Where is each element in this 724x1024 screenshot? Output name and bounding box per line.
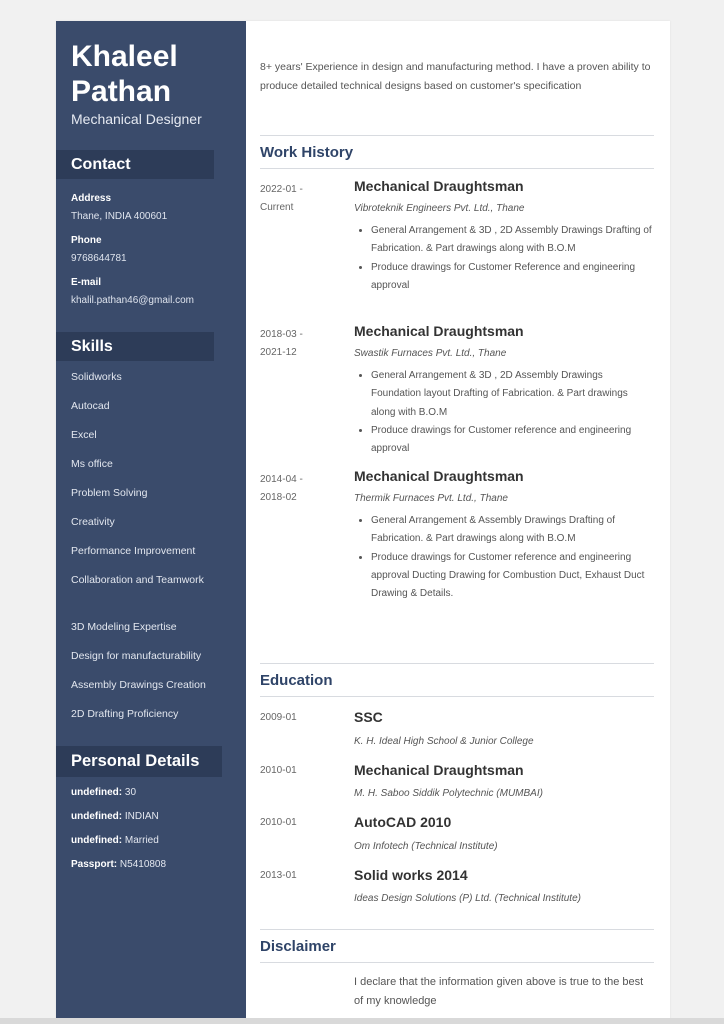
job-date-from: 2018-03 - — [260, 329, 303, 340]
job-bullets — [354, 222, 654, 295]
personal-details-heading: Personal Details — [56, 746, 222, 777]
education-title: SSC — [354, 709, 383, 725]
education-date: 2009-01 — [260, 712, 297, 723]
personal-detail-item — [71, 835, 241, 859]
personal-detail-value: INDIAN — [124, 811, 159, 822]
candidate-role: Mechanical Designer — [71, 111, 202, 127]
resume-page — [56, 21, 670, 1024]
skill-item: 2D Drafting Proficiency — [71, 708, 179, 720]
phone-value: 9768644781 — [71, 253, 127, 264]
address-label: Address — [71, 193, 112, 204]
personal-detail-value: N5410808 — [119, 859, 167, 870]
job-dates — [260, 326, 340, 362]
job-entry — [260, 323, 654, 466]
education-title: AutoCAD 2010 — [354, 814, 452, 830]
skill-item: Design for manufacturability — [71, 650, 202, 662]
job-date-to: Current — [260, 202, 294, 213]
job-bullets — [354, 367, 654, 458]
sidebar — [56, 21, 246, 1024]
job-bullet: • General Arrangement & 3D , 2D Assembly Drawings Foundation layout Drafting of Fabrication. & Part drawings along with B.O.M — [371, 367, 654, 422]
job-dates — [260, 471, 340, 507]
personal-detail-label: undefined: — [71, 835, 123, 846]
job-bullet: • Produce drawings for Customer reference and engineering approval — [371, 422, 654, 459]
section-divider — [260, 663, 654, 664]
contact-heading: Contact — [56, 150, 214, 179]
skill-item: 3D Modeling Expertise — [71, 621, 177, 633]
phone-label: Phone — [71, 235, 102, 246]
job-company: Swastik Furnaces Pvt. Ltd., Thane — [354, 348, 507, 359]
section-divider — [260, 929, 654, 930]
personal-detail-item — [71, 787, 241, 811]
skill-item: Performance Improvement — [71, 545, 196, 557]
personal-detail-label: Passport: — [71, 859, 118, 870]
job-title: Mechanical Draughtsman — [354, 178, 524, 194]
job-company: Vibroteknik Engineers Pvt. Ltd., Thane — [354, 203, 525, 214]
skills-list — [71, 371, 236, 737]
education-date: 2010-01 — [260, 817, 297, 828]
personal-detail-label: undefined: — [71, 787, 123, 798]
skill-item: Excel — [71, 429, 97, 441]
education-date: 2013-01 — [260, 870, 297, 881]
job-entry — [260, 468, 654, 651]
education-title: Solid works 2014 — [354, 867, 468, 883]
skill-item: Problem Solving — [71, 487, 148, 499]
job-entry — [260, 178, 654, 321]
address-value: Thane, INDIA 400601 — [71, 211, 168, 222]
job-bullet: • General Arrangement & Assembly Drawings Drafting of Fabrication. & Part drawings along with B.O.M — [371, 512, 654, 549]
personal-detail-value: Married — [124, 835, 159, 846]
education-school: M. H. Saboo Siddik Polytechnic (MUMBAI) — [354, 788, 543, 799]
disclaimer-heading: Disclaimer — [260, 938, 336, 955]
skill-item: Autocad — [71, 400, 110, 412]
education-heading: Education — [260, 672, 333, 689]
personal-detail-item — [71, 859, 241, 883]
professional-summary: 8+ years' Experience in design and manufacturing method. I have a proven ability to produce detailed technical designs based on customer's specification — [260, 61, 651, 92]
job-bullets — [354, 512, 654, 603]
personal-detail-item — [71, 811, 241, 835]
personal-detail-label: undefined: — [71, 811, 123, 822]
personal-detail-value: 30 — [124, 787, 137, 798]
bottom-bar — [0, 1018, 724, 1024]
section-divider — [260, 168, 654, 169]
job-bullet: • General Arrangement & 3D , 2D Assembly Drawings Drafting of Fabrication. & Part drawings along with B.O.M — [371, 222, 654, 259]
email-label: E-mail — [71, 277, 102, 288]
skill-item: Collaboration and Teamwork — [71, 574, 204, 586]
job-bullet: • Produce drawings for Customer reference and engineering approval Ducting Drawing for Combustion Duct, Exhaust Duct Drawing & Details. — [371, 549, 654, 604]
education-title: Mechanical Draughtsman — [354, 762, 524, 778]
job-title: Mechanical Draughtsman — [354, 468, 524, 484]
section-divider — [260, 696, 654, 697]
email-value: khalil.pathan46@gmail.com — [71, 295, 194, 306]
education-school: K. H. Ideal High School & Junior College — [354, 736, 534, 747]
section-divider — [260, 962, 654, 963]
candidate-name: Khaleel Pathan — [71, 40, 178, 108]
work-history-heading: Work History — [260, 144, 354, 161]
job-title: Mechanical Draughtsman — [354, 323, 524, 339]
job-date-to: 2021-12 — [260, 347, 297, 358]
job-date-from: 2022-01 - — [260, 184, 303, 195]
skill-item: Solidworks — [71, 371, 122, 383]
job-date-from: 2014-04 - — [260, 474, 303, 485]
job-dates — [260, 181, 340, 217]
job-date-to: 2018-02 — [260, 492, 297, 503]
education-school: Ideas Design Solutions (P) Ltd. (Technical Institute) — [354, 893, 581, 904]
education-school: Om Infotech (Technical Institute) — [354, 841, 498, 852]
job-company: Thermik Furnaces Pvt. Ltd., Thane — [354, 493, 508, 504]
skill-item: Ms office — [71, 458, 113, 470]
section-divider — [260, 135, 654, 136]
job-bullet: • Produce drawings for Customer Reference and engineering approval — [371, 259, 654, 296]
skill-item: Assembly Drawings Creation — [71, 679, 206, 691]
main-content — [260, 21, 654, 1024]
education-date: 2010-01 — [260, 765, 297, 776]
disclaimer-text: I declare that the information given above is true to the best of my knowledge — [354, 976, 644, 1007]
skill-item: Creativity — [71, 516, 115, 528]
skills-heading: Skills — [56, 332, 214, 361]
personal-details-list — [71, 787, 241, 883]
